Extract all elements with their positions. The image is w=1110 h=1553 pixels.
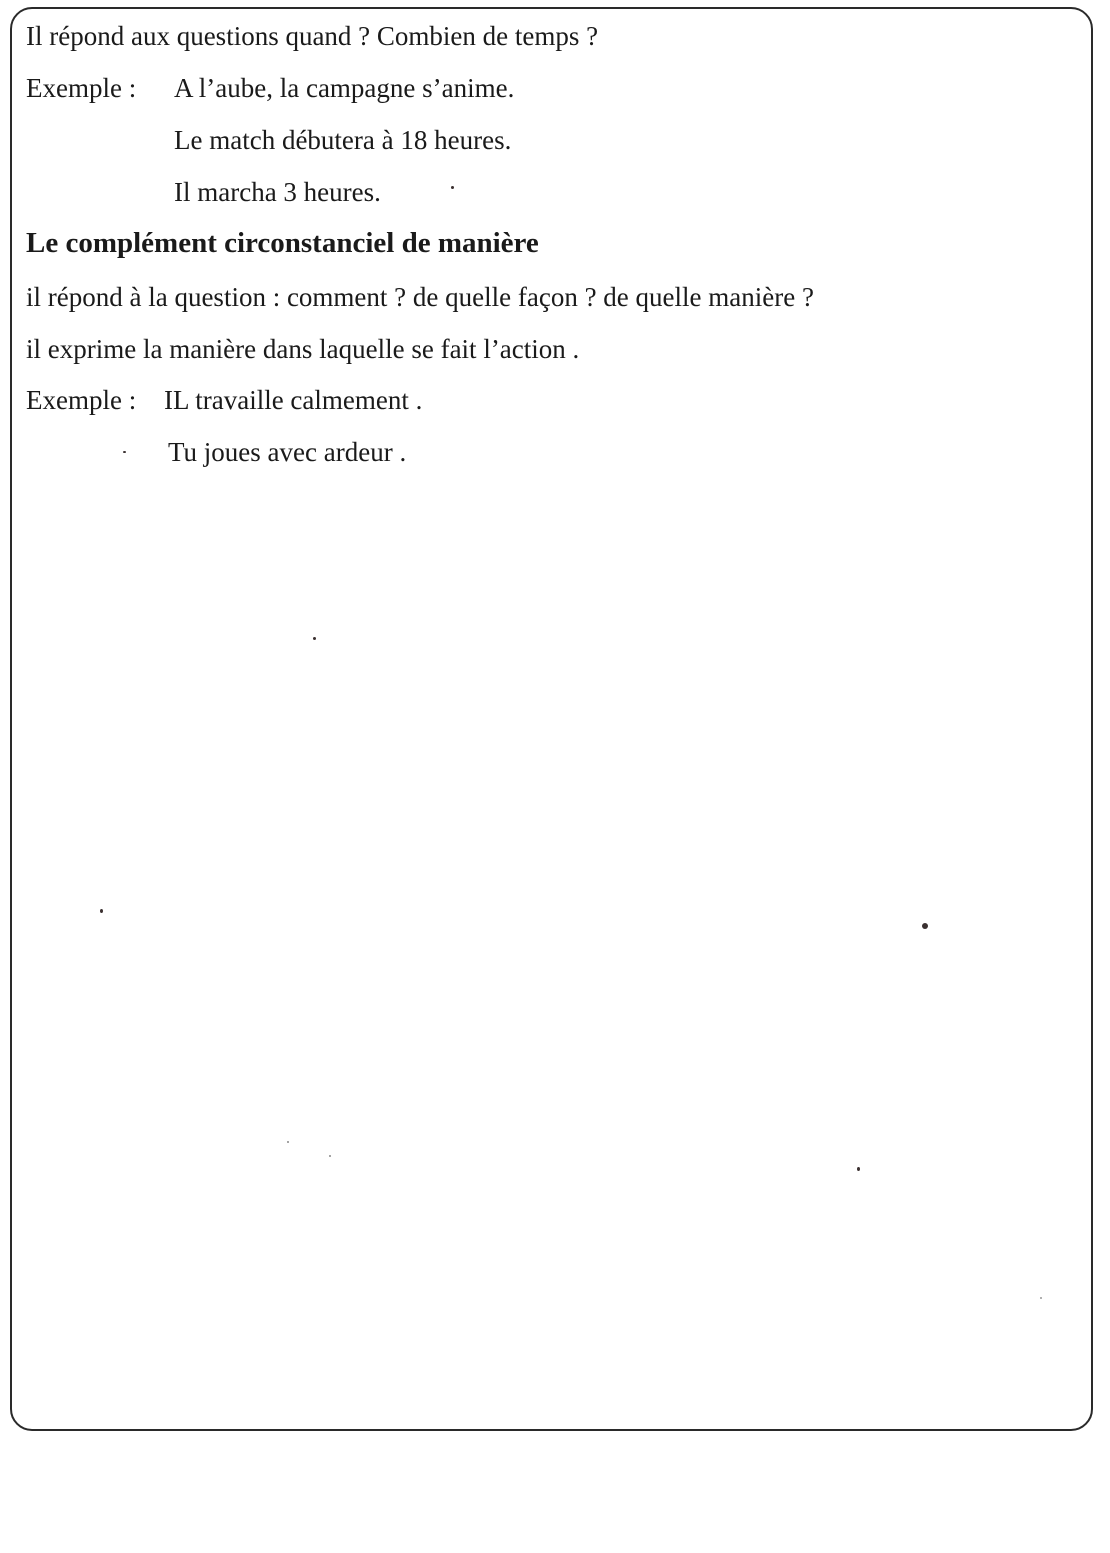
time-example-2: Le match débutera à 18 heures.	[174, 125, 512, 155]
manner-example-1: IL travaille calmement .	[164, 385, 423, 415]
manner-example-label: Exemple :	[26, 385, 137, 415]
scan-speck	[857, 1167, 860, 1171]
scan-speck	[313, 637, 316, 640]
scan-speck	[123, 451, 126, 453]
manner-section-title: Le complément circonstanciel de manière	[26, 227, 539, 259]
scan-speck	[100, 909, 103, 913]
manner-expression-line: il exprime la manière dans laquelle se fait l’action .	[26, 334, 580, 364]
time-example-1: A l’aube, la campagne s’anime.	[174, 73, 515, 103]
time-example-label: Exemple :	[26, 73, 137, 103]
time-question-line: Il répond aux questions quand ? Combien de temps ?	[26, 21, 599, 51]
scan-speck	[1040, 1297, 1042, 1299]
scan-speck	[329, 1155, 331, 1157]
time-example-3: Il marcha 3 heures.	[174, 177, 381, 207]
manner-question-line: il répond à la question : comment ? de quelle façon ? de quelle manière ?	[26, 282, 814, 312]
scan-speck	[451, 186, 454, 189]
scan-speck	[287, 1141, 289, 1143]
scan-speck	[922, 923, 928, 929]
manner-example-2: Tu joues avec ardeur .	[168, 437, 407, 467]
content-frame	[10, 7, 1093, 1431]
